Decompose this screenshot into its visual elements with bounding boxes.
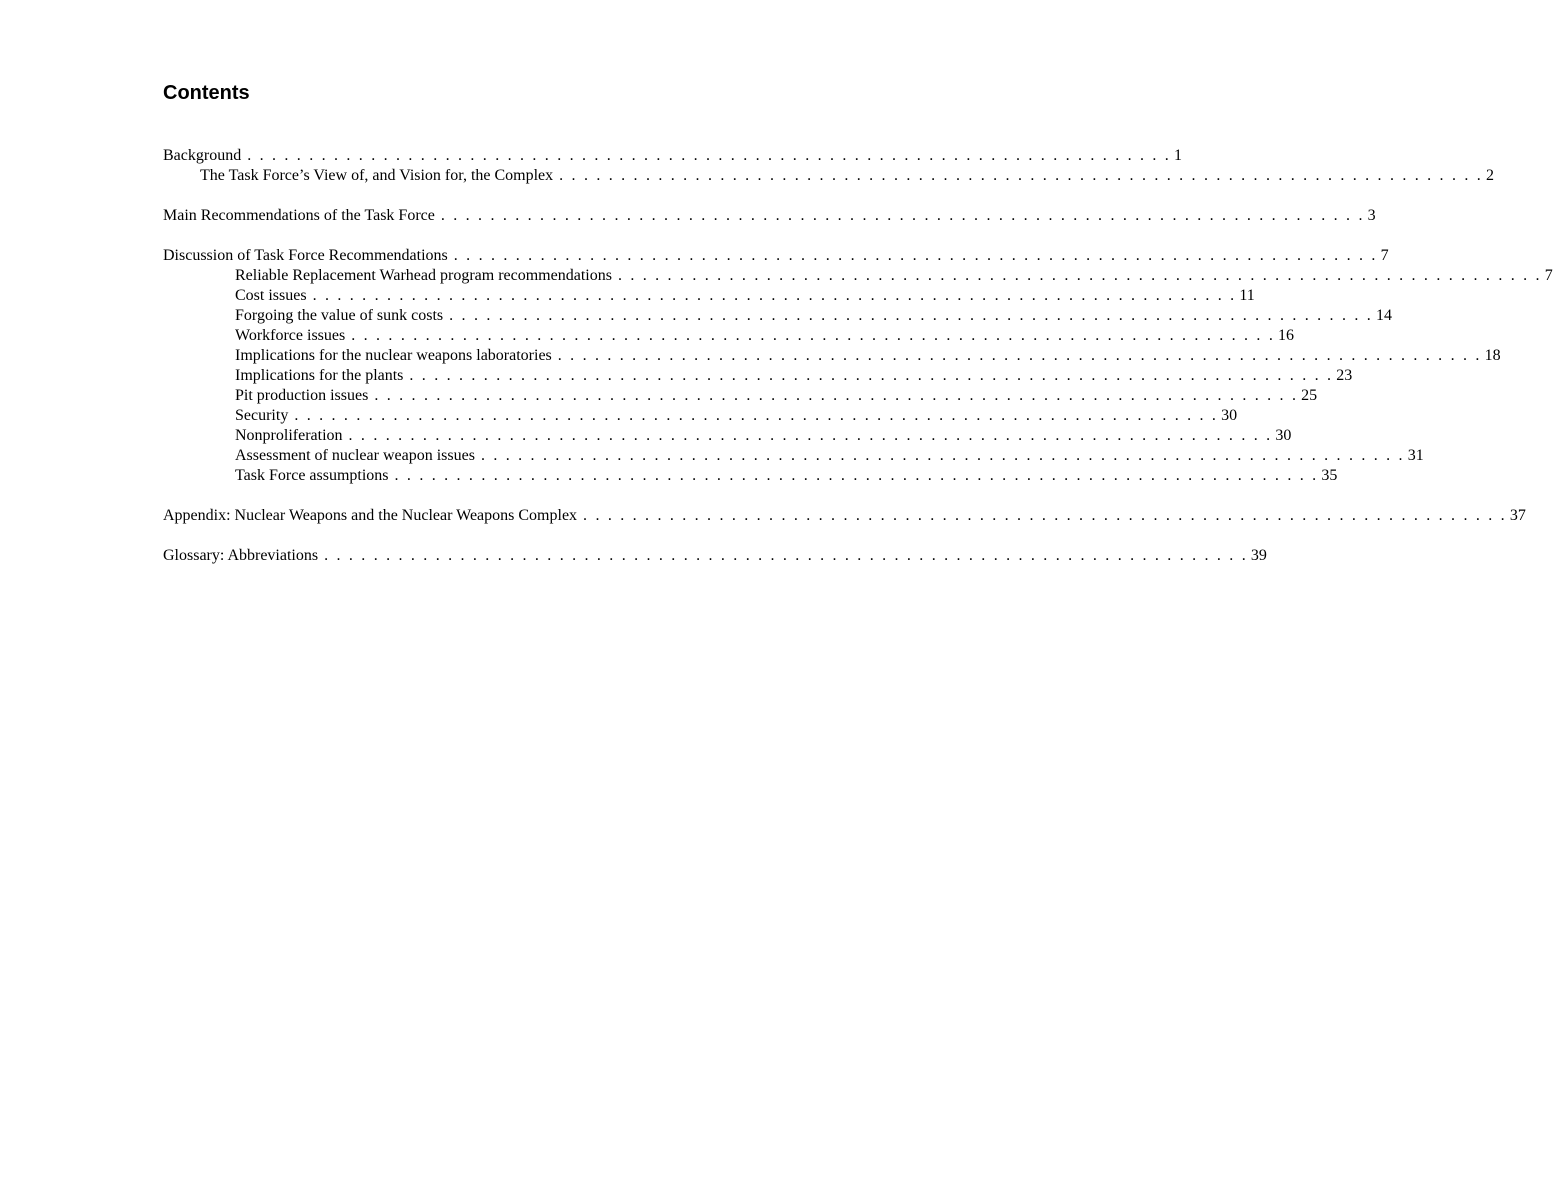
dot-leader: . . . . . . . . . . . . . . . . . . . . . . . . . . . . . . . . . . . . . . . . . . . . . . . . . . . . . . . . . . . . . . . . . . . . . . . . . . . [559,167,1483,184]
toc-entry[interactable] [163,386,1318,406]
toc-entry[interactable] [163,266,1553,286]
toc-entry-page-number: 30 [1221,407,1238,424]
dot-leader: . . . . . . . . . . . . . . . . . . . . . . . . . . . . . . . . . . . . . . . . . . . . . . . . . . . . . . . . . . . . . . . . . . . . . . . . . . . [394,467,1319,484]
toc-entry-title: Appendix: Nuclear Weapons and the Nuclear Weapons Complex [163,507,578,524]
toc-entry[interactable] [163,246,1389,266]
toc-entry[interactable] [163,146,1183,166]
toc-entry-title: Discussion of Task Force Recommendations [163,247,448,264]
toc-entry[interactable] [163,426,1292,446]
toc-entry-page-number: 1 [1174,147,1183,164]
toc-entry[interactable] [163,366,1353,386]
page-title: Contents [163,82,250,104]
dot-leader: . . . . . . . . . . . . . . . . . . . . . . . . . . . . . . . . . . . . . . . . . . . . . . . . . . . . . . . . . . . . . . . . . . . . . . . . . . . [247,147,1172,164]
toc-entry[interactable] [163,506,1526,526]
toc-entry-page-number: 14 [1375,307,1392,324]
toc-entry[interactable] [163,206,1376,226]
toc-entry[interactable] [163,166,1494,186]
dot-leader: . . . . . . . . . . . . . . . . . . . . . . . . . . . . . . . . . . . . . . . . . . . . . . . . . . . . . . . . . . . . . . . . . . . . . . . . . . . [480,447,1405,464]
dot-leader: . . . . . . . . . . . . . . . . . . . . . . . . . . . . . . . . . . . . . . . . . . . . . . . . . . . . . . . . . . . . . . . . . . . . . . . . . . . [617,267,1542,284]
toc-entry-title: Reliable Replacement Warhead program recommendations [235,267,612,284]
dot-leader: . . . . . . . . . . . . . . . . . . . . . . . . . . . . . . . . . . . . . . . . . . . . . . . . . . . . . . . . . . . . . . . . . . . . . . . . . . . [348,427,1273,444]
toc-entry-page-number: 35 [1321,467,1338,484]
dot-leader: . . . . . . . . . . . . . . . . . . . . . . . . . . . . . . . . . . . . . . . . . . . . . . . . . . . . . . . . . . . . . . . . . . . . . . . . . . . [453,247,1378,264]
table-of-contents [163,146,1553,566]
toc-entry[interactable] [163,306,1392,326]
toc-entry[interactable] [163,286,1255,306]
toc-entry-page-number: 39 [1250,547,1267,564]
toc-entry-page-number: 37 [1509,507,1526,524]
toc-entry[interactable] [163,326,1295,346]
toc-entry[interactable] [163,546,1267,566]
toc-entry-page-number: 18 [1484,347,1501,364]
dot-leader: . . . . . . . . . . . . . . . . . . . . . . . . . . . . . . . . . . . . . . . . . . . . . . . . . . . . . . . . . . . . . . . . . . . . . . . . . . . [312,287,1237,304]
toc-entry-page-number: 30 [1275,427,1292,444]
toc-entry-title: Forgoing the value of sunk costs [235,307,444,324]
toc-entry-page-number: 7 [1380,247,1389,264]
toc-entry-title: Main Recommendations of the Task Force [163,207,435,224]
dot-leader: . . . . . . . . . . . . . . . . . . . . . . . . . . . . . . . . . . . . . . . . . . . . . . . . . . . . . . . . . . . . . . . . . . . . . . . . . . . [409,367,1334,384]
dot-leader: . . . . . . . . . . . . . . . . . . . . . . . . . . . . . . . . . . . . . . . . . . . . . . . . . . . . . . . . . . . . . . . . . . . . . . . . . . . [440,207,1365,224]
toc-entry-title: Glossary: Abbreviations [163,547,319,564]
toc-entry-title: Workforce issues [235,327,346,344]
toc-entry-page-number: 23 [1336,367,1353,384]
toc-entry-page-number: 31 [1407,447,1424,464]
toc-entry-title: Security [235,407,289,424]
toc-entry-title: Implications for the nuclear weapons laboratories [235,347,552,364]
dot-leader: . . . . . . . . . . . . . . . . . . . . . . . . . . . . . . . . . . . . . . . . . . . . . . . . . . . . . . . . . . . . . . . . . . . . . . . . . . . [374,387,1299,404]
toc-entry-title: Pit production issues [235,387,369,404]
dot-leader: . . . . . . . . . . . . . . . . . . . . . . . . . . . . . . . . . . . . . . . . . . . . . . . . . . . . . . . . . . . . . . . . . . . . . . . . . . . [583,507,1507,524]
toc-entry-title: Assessment of nuclear weapon issues [235,447,475,464]
toc-entry-page-number: 2 [1485,167,1494,184]
toc-entry-title: Nonproliferation [235,427,343,444]
toc-entry[interactable] [163,466,1338,486]
dot-leader: . . . . . . . . . . . . . . . . . . . . . . . . . . . . . . . . . . . . . . . . . . . . . . . . . . . . . . . . . . . . . . . . . . . . . . . . . . . [294,407,1219,424]
dot-leader: . . . . . . . . . . . . . . . . . . . . . . . . . . . . . . . . . . . . . . . . . . . . . . . . . . . . . . . . . . . . . . . . . . . . . . . . . . . [557,347,1482,364]
dot-leader: . . . . . . . . . . . . . . . . . . . . . . . . . . . . . . . . . . . . . . . . . . . . . . . . . . . . . . . . . . . . . . . . . . . . . . . . . . . [324,547,1248,564]
toc-entry[interactable] [163,406,1238,426]
toc-entry[interactable] [163,346,1501,366]
toc-entry-page-number: 7 [1544,267,1553,284]
dot-leader: . . . . . . . . . . . . . . . . . . . . . . . . . . . . . . . . . . . . . . . . . . . . . . . . . . . . . . . . . . . . . . . . . . . . . . . . . . . [351,327,1276,344]
toc-entry-title: Cost issues [235,287,307,304]
toc-entry-page-number: 11 [1239,287,1255,304]
toc-entry-title: Background [163,147,242,164]
toc-entry[interactable] [163,446,1424,466]
toc-entry-title: Task Force assumptions [235,467,389,484]
dot-leader: . . . . . . . . . . . . . . . . . . . . . . . . . . . . . . . . . . . . . . . . . . . . . . . . . . . . . . . . . . . . . . . . . . . . . . . . . . . [449,307,1373,324]
toc-entry-page-number: 3 [1367,207,1376,224]
toc-entry-title: Implications for the plants [235,367,404,384]
toc-entry-title: The Task Force’s View of, and Vision for, the Complex [200,167,554,184]
toc-entry-page-number: 25 [1301,387,1318,404]
toc-entry-page-number: 16 [1278,327,1295,344]
